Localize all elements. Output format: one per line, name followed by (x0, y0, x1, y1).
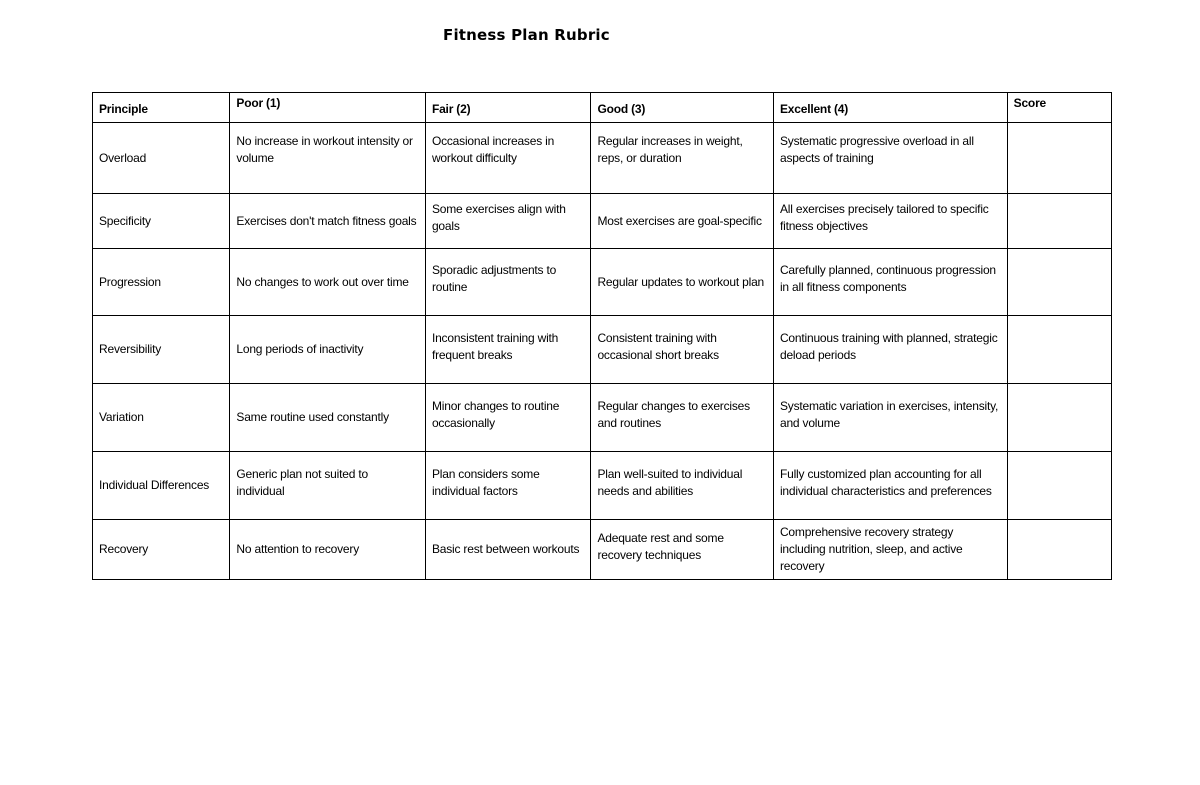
cell-poor (230, 520, 426, 580)
table-row (93, 249, 1112, 316)
cell-principle (93, 520, 230, 580)
cell-score (1007, 123, 1111, 194)
cell-text: Regular changes to exercises and routines (597, 398, 750, 430)
header-score: Score (1007, 93, 1111, 123)
cell-text: Sporadic adjustments to routine (431, 263, 557, 294)
table-row (93, 123, 1112, 194)
cell-score (1007, 249, 1111, 316)
cell-text: Systematic variation in exercises, intensity, and volume (779, 398, 999, 430)
cell-text: Minor changes to routine occasionally (431, 398, 560, 430)
cell-text: Variation (99, 410, 144, 424)
cell-score (1007, 316, 1111, 384)
cell-text: No changes to work out over time (236, 274, 409, 289)
cell-text: Continuous training with planned, strategic deload periods (779, 330, 998, 362)
cell-fair (425, 384, 590, 452)
cell-poor (230, 384, 426, 452)
cell-fair (425, 249, 590, 316)
header-principle: Principle (93, 93, 230, 123)
cell-good (591, 194, 774, 249)
cell-text: Regular updates to workout plan (597, 274, 765, 289)
cell-text: Occasional increases in workout difficulty (431, 134, 555, 165)
cell-text: Plan considers some individual factors (431, 466, 540, 498)
cell-score (1007, 384, 1111, 452)
cell-score (1007, 520, 1111, 580)
cell-excellent (773, 452, 1007, 520)
cell-fair (425, 452, 590, 520)
cell-text: Recovery (99, 542, 149, 556)
table-row (93, 194, 1112, 249)
cell-text: Overload (99, 150, 147, 165)
cell-text: Adequate rest and some recovery techniques (597, 530, 724, 562)
cell-good (591, 316, 774, 384)
cell-text: Long periods of inactivity (236, 342, 364, 356)
header-fair: Fair (2) (425, 93, 590, 123)
cell-fair (425, 194, 590, 249)
cell-excellent (773, 384, 1007, 452)
cell-text: All exercises precisely tailored to specific fitness objectives (779, 202, 989, 233)
cell-text: Progression (99, 274, 161, 289)
cell-principle (93, 123, 230, 194)
cell-text: Regular increases in weight, reps, or duration (597, 134, 743, 165)
cell-excellent (773, 520, 1007, 580)
cell-good (591, 384, 774, 452)
cell-poor (230, 316, 426, 384)
header-excellent: Excellent (4) (773, 93, 1007, 123)
cell-poor (230, 452, 426, 520)
table-row (93, 316, 1112, 384)
cell-poor (230, 249, 426, 316)
cell-text: Inconsistent training with frequent breaks (431, 330, 559, 362)
header-poor: Poor (1) (230, 93, 426, 123)
cell-poor (230, 123, 426, 194)
cell-good (591, 452, 774, 520)
cell-good (591, 123, 774, 194)
rubric-table (92, 92, 1112, 580)
cell-score (1007, 194, 1111, 249)
header-good: Good (3) (591, 93, 774, 123)
cell-text: Basic rest between workouts (431, 542, 580, 556)
cell-good (591, 249, 774, 316)
cell-text: Some exercises align with goals (431, 202, 566, 233)
cell-text: Most exercises are goal-specific (597, 213, 762, 228)
cell-principle (93, 249, 230, 316)
cell-fair (425, 316, 590, 384)
cell-text: No attention to recovery (236, 542, 359, 556)
cell-fair (425, 123, 590, 194)
cell-good (591, 520, 774, 580)
cell-text: Generic plan not suited to individual (236, 466, 368, 498)
cell-fair (425, 520, 590, 580)
cell-text: Comprehensive recovery strategy including nutrition, sleep, and active recovery (779, 525, 963, 573)
cell-text: Carefully planned, continuous progression in all fitness components (779, 263, 996, 294)
table-row (93, 452, 1112, 520)
cell-text: Individual Differences (99, 478, 210, 492)
cell-text: Same routine used constantly (236, 410, 389, 424)
cell-text: Exercises don't match fitness goals (236, 213, 417, 228)
cell-text: Consistent training with occasional short breaks (597, 330, 719, 362)
table-header-row (93, 93, 1112, 123)
cell-excellent (773, 249, 1007, 316)
table-row (93, 520, 1112, 580)
cell-text: Reversibility (99, 342, 162, 356)
cell-poor (230, 194, 426, 249)
cell-principle (93, 316, 230, 384)
cell-text: Systematic progressive overload in all aspects of training (779, 134, 974, 165)
cell-excellent (773, 316, 1007, 384)
cell-principle (93, 194, 230, 249)
cell-principle (93, 384, 230, 452)
cell-principle (93, 452, 230, 520)
page-title: Fitness Plan Rubric (443, 26, 610, 44)
cell-text: Fully customized plan accounting for all individual characteristics and preferences (779, 466, 992, 498)
cell-text: Plan well-suited to individual needs and abilities (597, 466, 743, 498)
cell-score (1007, 452, 1111, 520)
cell-excellent (773, 194, 1007, 249)
cell-text: No increase in workout intensity or volume (236, 134, 413, 165)
cell-text: Specificity (99, 213, 151, 228)
table-row (93, 384, 1112, 452)
cell-excellent (773, 123, 1007, 194)
